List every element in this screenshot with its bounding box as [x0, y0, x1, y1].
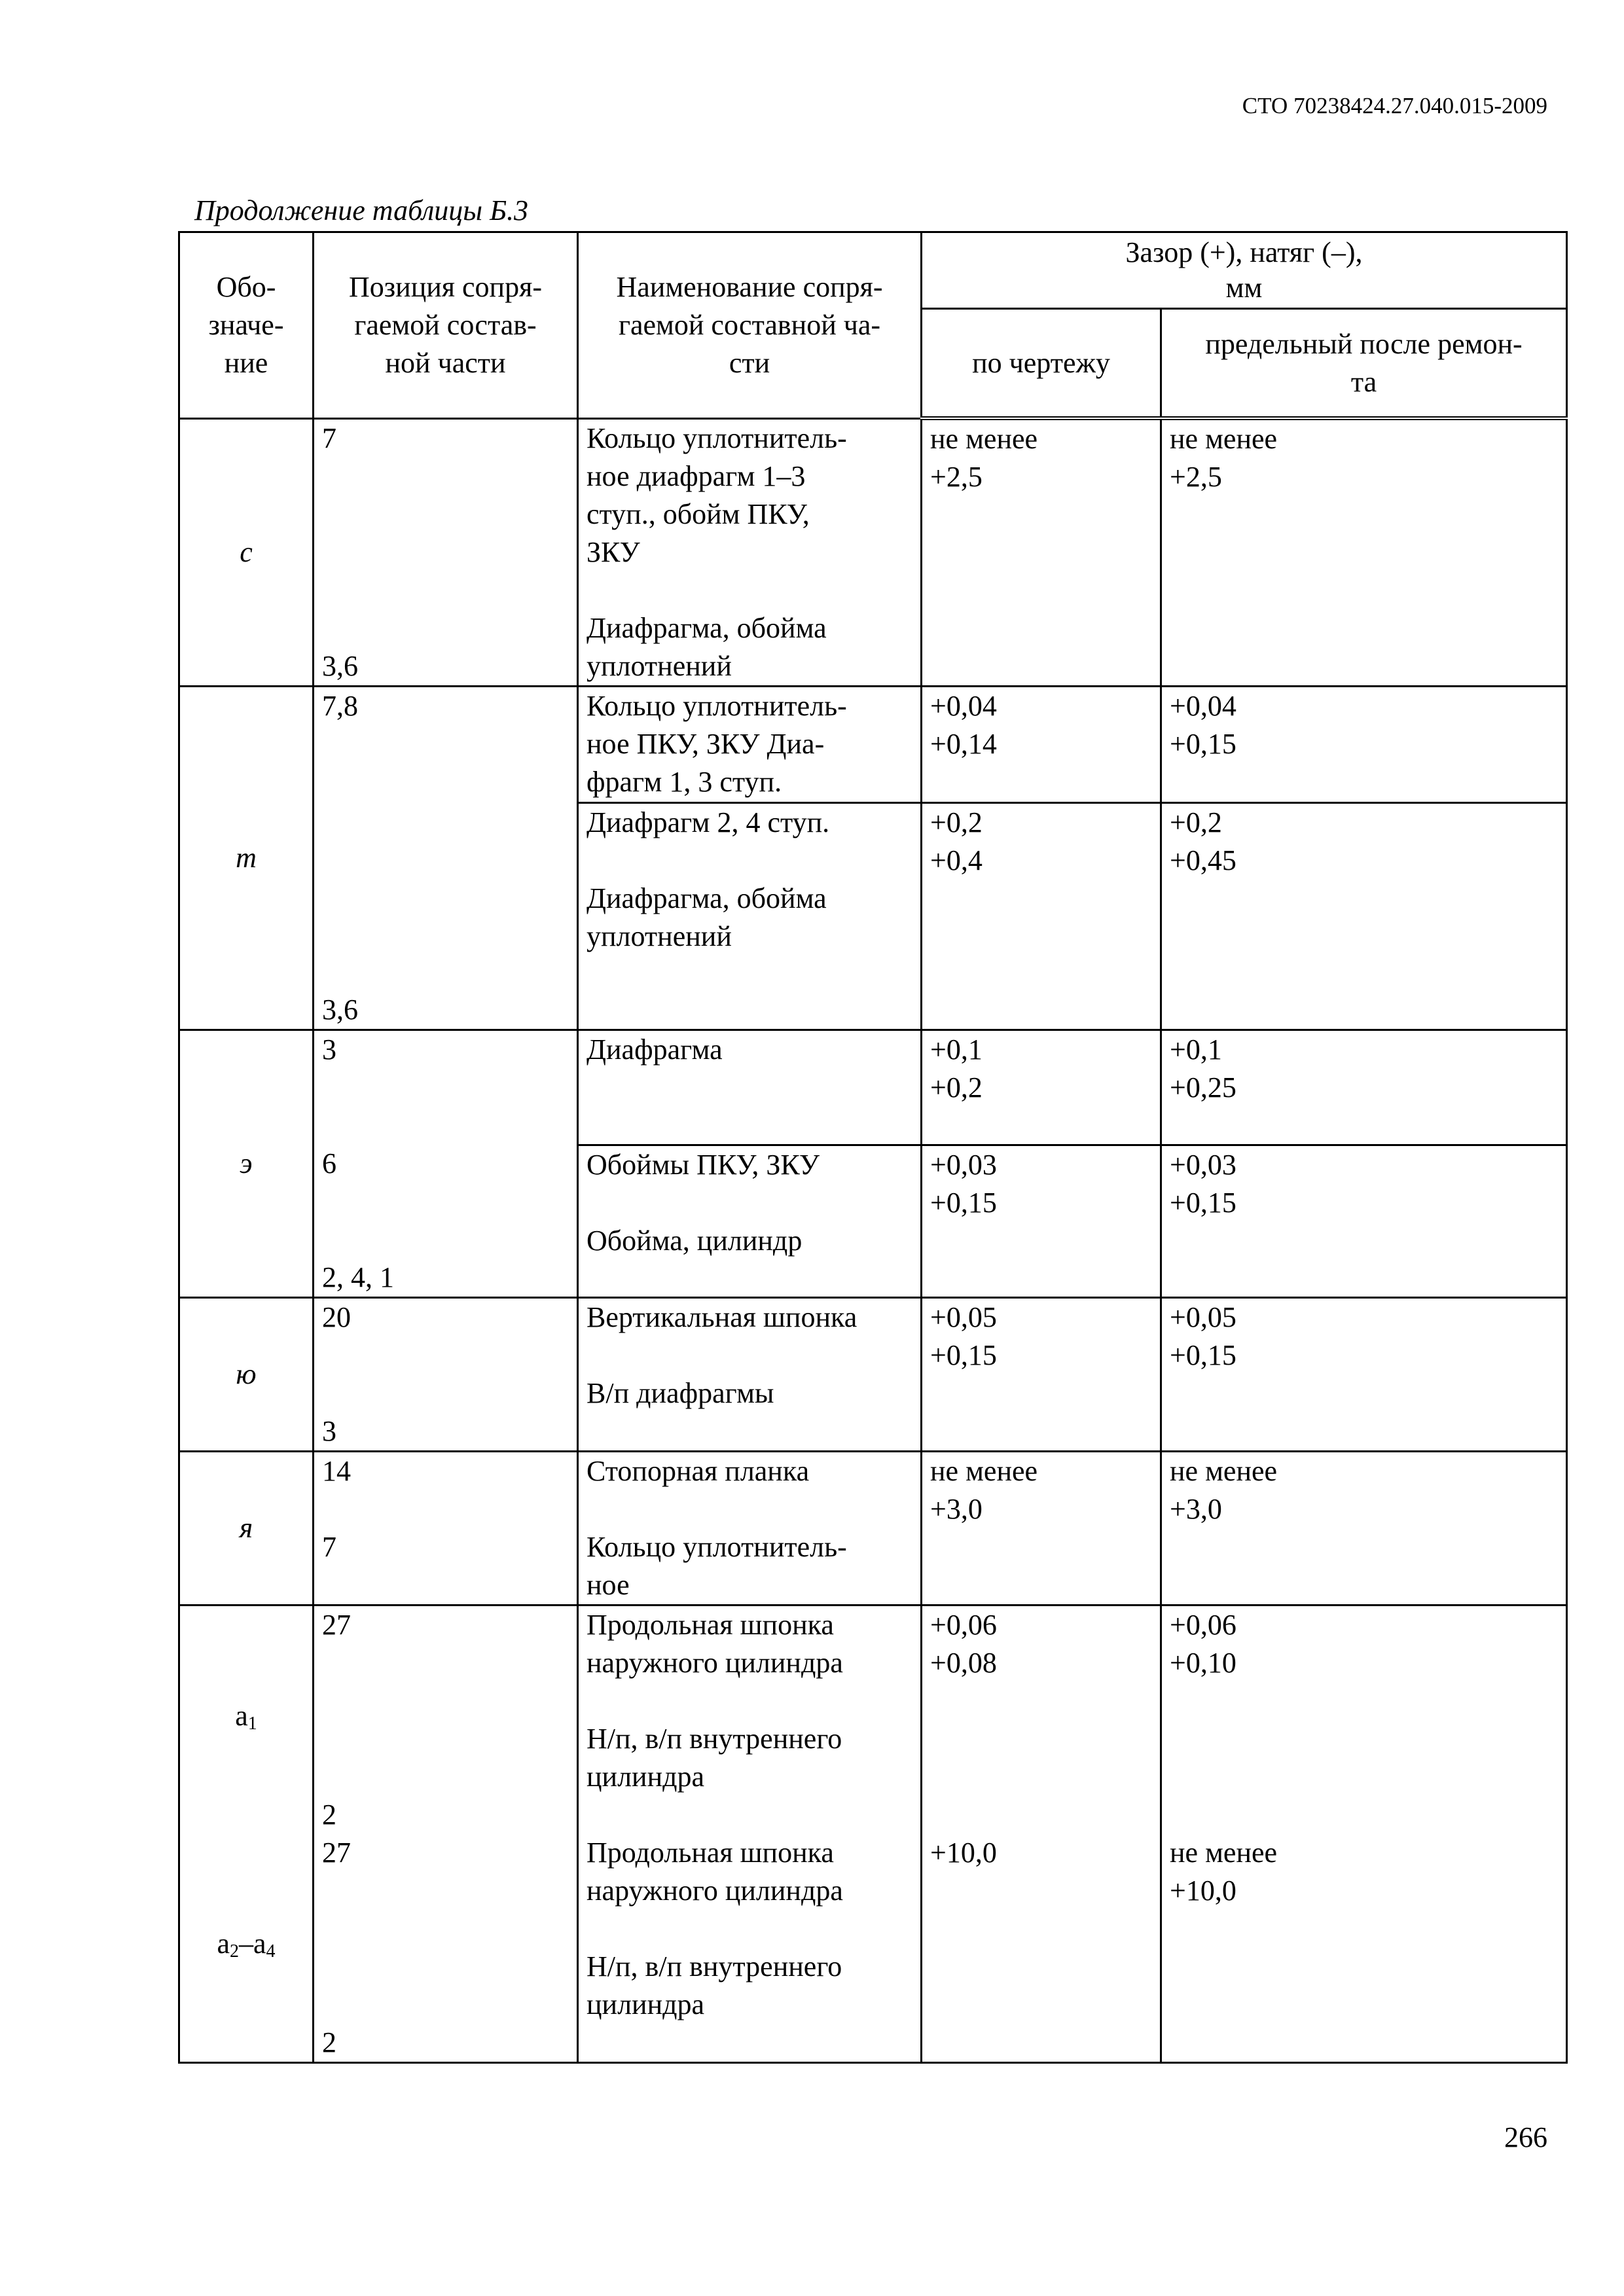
table-row	[179, 1605, 1567, 1835]
table-row	[179, 418, 1567, 686]
limit-value-cell: не менее +2,5	[1161, 418, 1567, 686]
position-cell: 20 3	[314, 1298, 578, 1452]
limit-value-cell: +0,04 +0,15	[1161, 686, 1567, 802]
header-gap-group: Зазор (+), натяг (–), мм	[922, 232, 1567, 309]
drawing-value-cell: +0,04 +0,14	[922, 686, 1161, 802]
drawing-value-cell: +0,06 +0,08	[922, 1605, 1161, 1835]
table-row	[179, 1298, 1567, 1452]
drawing-value-cell: не менее +3,0	[922, 1452, 1161, 1605]
limit-value-cell: +0,05 +0,15	[1161, 1298, 1567, 1452]
clearance-table	[178, 231, 1566, 2064]
table-row	[179, 1145, 1567, 1298]
position-cell: 3	[314, 1030, 578, 1145]
table-row	[179, 1834, 1567, 2063]
position-cell: 27 2	[314, 1605, 578, 1835]
part-name-cell: Кольцо уплотнитель- ное диафрагм 1–3 ступ., обойм ПКУ, ЗКУ Диафрагма, обойма уплотнений	[578, 418, 922, 686]
table-row	[179, 686, 1567, 802]
header-designation: Обо- значе- ние	[179, 232, 314, 419]
part-name-cell: Продольная шпонка наружного цилиндра Н/п, в/п внутреннего цилиндра	[578, 1834, 922, 2063]
table-continuation-caption: Продолжение таблицы Б.3	[194, 194, 529, 226]
designation-cell: э	[179, 1030, 314, 1298]
limit-value-cell: не менее +3,0	[1161, 1452, 1567, 1605]
position-cell: 6 2, 4, 1	[314, 1145, 578, 1298]
header-limit-after-repair: предельный после ремон- та	[1161, 309, 1567, 419]
position-cell: 7,8 3,6	[314, 686, 578, 1030]
header-by-drawing: по чертежу	[922, 309, 1161, 419]
header-part-name: Наименование сопря- гаемой составной ча- сти	[578, 232, 922, 419]
limit-value-cell: +0,1 +0,25	[1161, 1030, 1567, 1145]
part-name-cell: Диафрагм 2, 4 ступ. Диафрагма, обойма уплотнений	[578, 802, 922, 1030]
table-row	[179, 1452, 1567, 1605]
part-name-cell: Вертикальная шпонка В/п диафрагмы	[578, 1298, 922, 1452]
part-name-cell: Кольцо уплотнитель- ное ПКУ, ЗКУ Диа- фрагм 1, 3 ступ.	[578, 686, 922, 802]
drawing-value-cell: +10,0	[922, 1834, 1161, 2063]
drawing-value-cell: +0,1 +0,2	[922, 1030, 1161, 1145]
drawing-value-cell: не менее +2,5	[922, 418, 1161, 686]
page-number: 266	[1504, 2121, 1547, 2153]
limit-value-cell: не менее +10,0	[1161, 1834, 1567, 2063]
part-name-cell: Стопорная планка Кольцо уплотнитель- ное	[578, 1452, 922, 1605]
designation-cell: т	[179, 686, 314, 1030]
document-code: СТО 70238424.27.040.015-2009	[1242, 93, 1547, 118]
designation-cell: ю	[179, 1298, 314, 1452]
drawing-value-cell: +0,03 +0,15	[922, 1145, 1161, 1298]
limit-value-cell: +0,06 +0,10	[1161, 1605, 1567, 1835]
limit-value-cell: +0,2 +0,45	[1161, 802, 1567, 1030]
position-cell: 7 3,6	[314, 418, 578, 686]
header-position: Позиция сопря- гаемой состав- ной части	[314, 232, 578, 419]
designation-cell: $a_1$	[179, 1605, 314, 1835]
position-cell: 14 7	[314, 1452, 578, 1605]
limit-value-cell: +0,03 +0,15	[1161, 1145, 1567, 1298]
part-name-cell: Диафрагма	[578, 1030, 922, 1145]
table-row	[179, 1030, 1567, 1145]
drawing-value-cell: +0,2 +0,4	[922, 802, 1161, 1030]
designation-cell: я	[179, 1452, 314, 1605]
part-name-cell: Обоймы ПКУ, ЗКУ Обойма, цилиндр	[578, 1145, 922, 1298]
position-cell: 27 2	[314, 1834, 578, 2063]
part-name-cell: Продольная шпонка наружного цилиндра Н/п, в/п внутреннего цилиндра	[578, 1605, 922, 1835]
designation-cell: $a_2-a_4$	[179, 1834, 314, 2063]
designation-cell: c	[179, 418, 314, 686]
drawing-value-cell: +0,05 +0,15	[922, 1298, 1161, 1452]
